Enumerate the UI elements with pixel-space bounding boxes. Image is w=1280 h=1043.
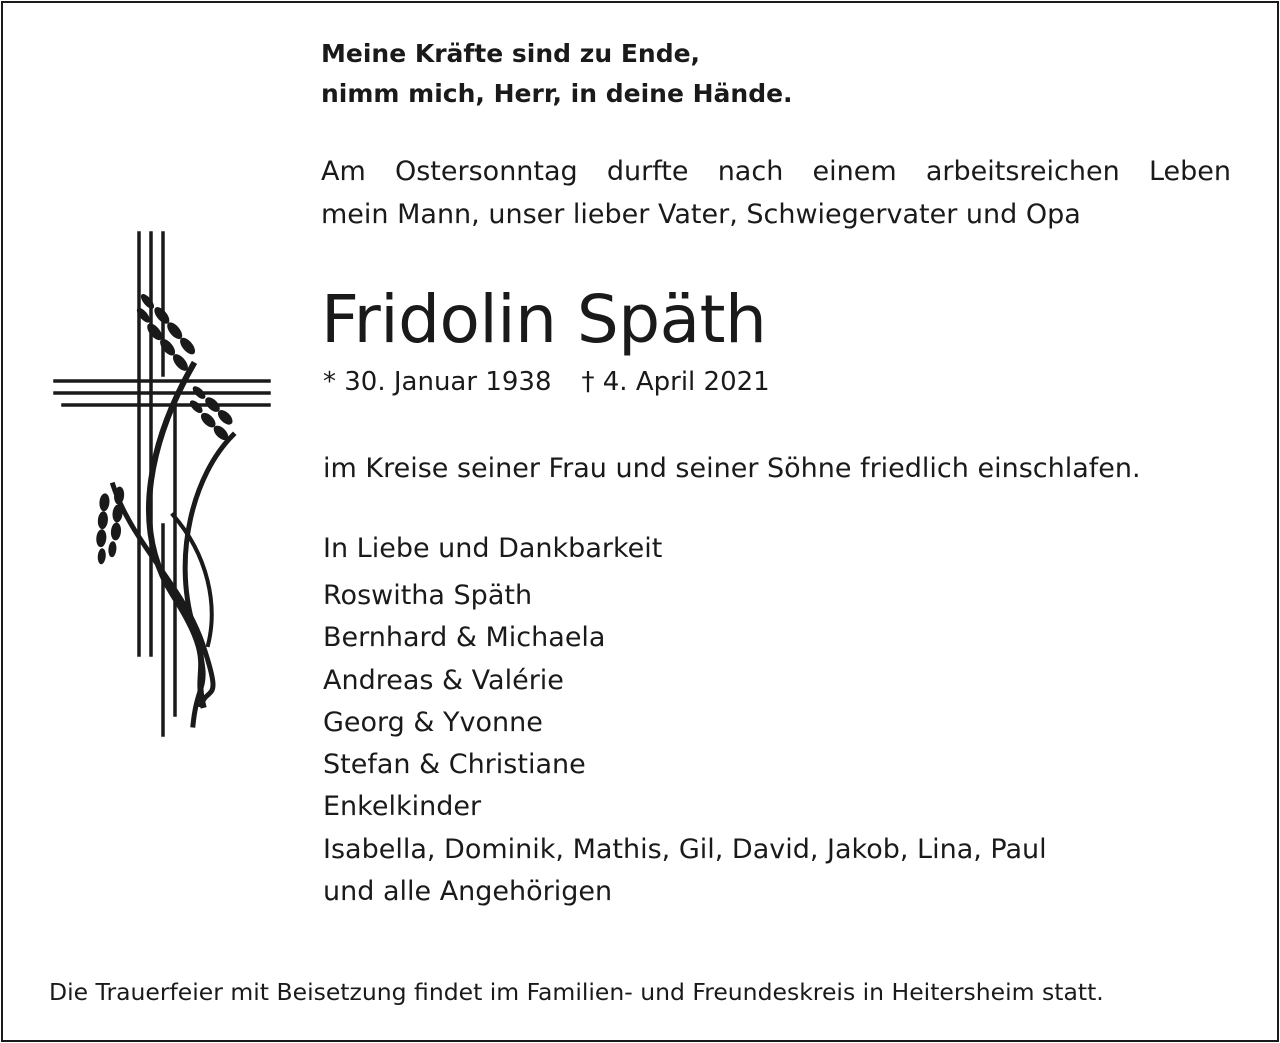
passing-text: im Kreise seiner Frau und seiner Söhne friedlich einschlafen. <box>323 453 1141 484</box>
cross-with-wheat-icon <box>43 225 283 745</box>
grandchildren-names: Isabella, Dominik, Mathis, Gil, David, Jakob, Lina, Paul <box>323 834 1047 865</box>
grandchildren-heading: Enkelkinder <box>323 791 482 822</box>
death-date: † 4. April 2021 <box>581 367 770 397</box>
intro-line-2: mein Mann, unser lieber Vater, Schwiegervater und Opa <box>321 199 1081 230</box>
mourner-name: Bernhard & Michaela <box>323 622 606 653</box>
mourner-name: Georg & Yvonne <box>323 707 543 738</box>
relatives-line: und alle Angehörigen <box>323 876 613 907</box>
funeral-info: Die Trauerfeier mit Beisetzung findet im Familien- und Freundeskreis in Heitersheim statt. <box>49 978 1104 1006</box>
life-dates <box>323 367 770 397</box>
intro-line-1: Am Ostersonntag durfte nach einem arbeitsreichen Leben <box>321 156 1231 187</box>
mourners-heading: In Liebe und Dankbarkeit <box>323 533 663 564</box>
birth-date: * 30. Januar 1938 <box>323 367 552 397</box>
deceased-name: Fridolin Späth <box>321 281 767 358</box>
verse-line-2: nimm mich, Herr, in deine Hände. <box>321 79 793 108</box>
verse-line-1: Meine Kräfte sind zu Ende, <box>321 39 701 68</box>
obituary-notice <box>1 1 1279 1042</box>
mourner-name: Stefan & Christiane <box>323 749 586 780</box>
mourner-name: Roswitha Späth <box>323 580 533 611</box>
mourner-name: Andreas & Valérie <box>323 665 564 696</box>
